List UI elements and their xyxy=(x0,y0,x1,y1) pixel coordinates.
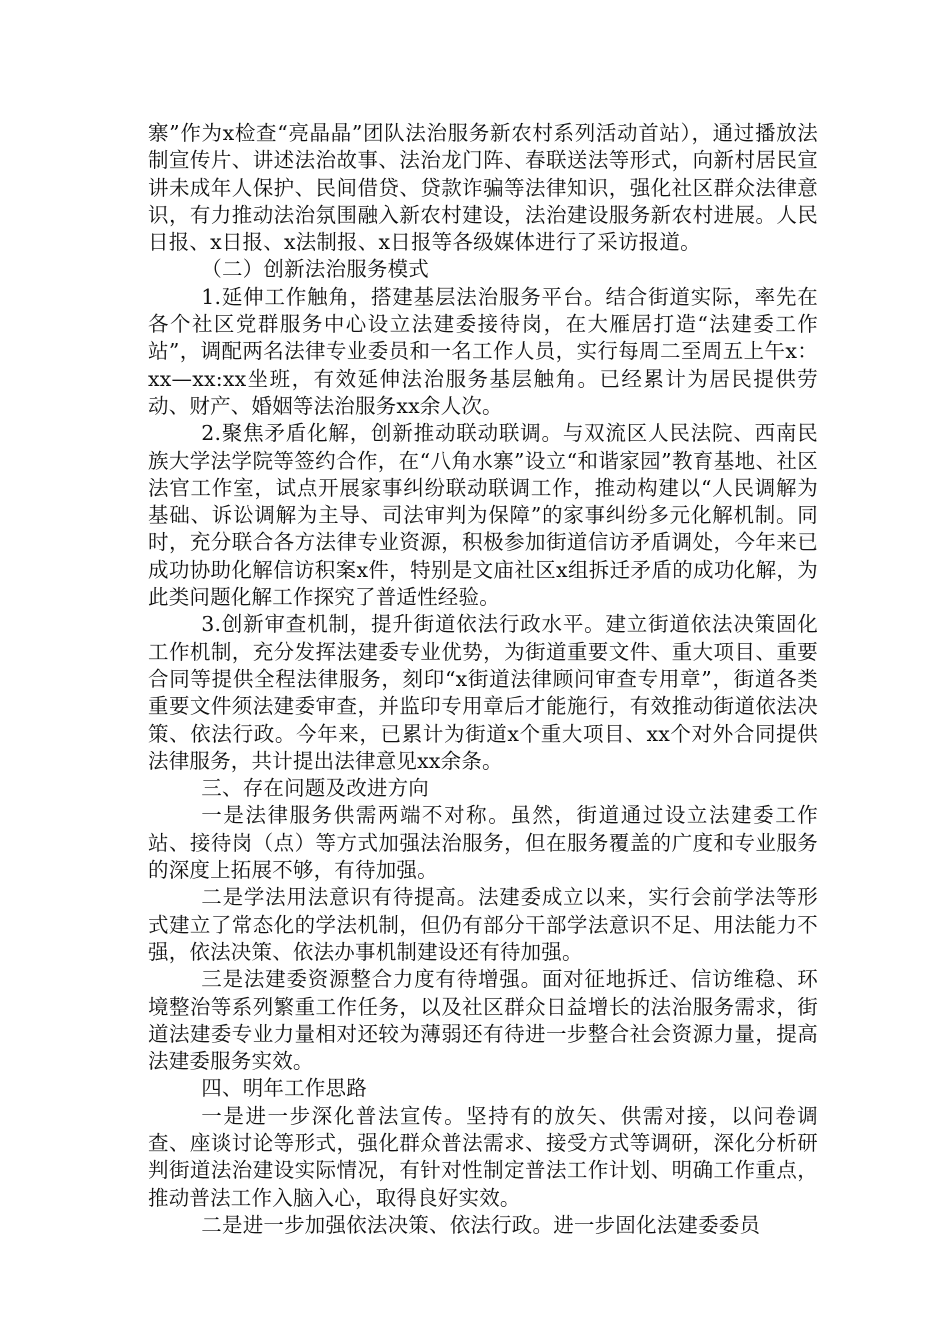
paragraph-extend-reach: 1.延伸工作触角，搭建基层法治服务平台。结合街道实际，率先在各个社区党群服务中心设立法建委接待岗，在大雁居打造“法建委工作站”，调配两名法律专业委员和一名工作人员，实行每周二至周五上午x：xx—xx:xx坐班，有效延伸法治服务基层触角。已经累计为居民提供劳动、财产、婚姻等法治服务xx余人次。 xyxy=(148,284,818,418)
paragraph-plan-one: 一是进一步深化普法宣传。坚持有的放矢、供需对接，以问卷调查、座谈讨论等形式，强化群众普法需求、接受方式等调研，深化分析研判街道法治建设实际情况，有针对性制定普法工作计划、明确工作重点，推动普法工作入脑入心，取得良好实效。 xyxy=(148,1103,818,1210)
paragraph-continuation: 寨”作为x检查“亮晶晶”团队法治服务新农村系列活动首站），通过播放法制宣传片、讲述法治故事、法治龙门阵、春联送法等形式，向新村居民宣讲未成年人保护、民间借贷、贷款诈骗等法律知识，强化社区群众法律意识，有力推动法治氛围融入新农村建设，法治建设服务新农村进展。人民日报、x日报、x法制报、x日报等各级媒体进行了采访报道。 xyxy=(148,121,818,255)
paragraph-problem-two: 二是学法用法意识有待提高。法建委成立以来，实行会前学法等形式建立了常态化的学法机制，但仍有部分干部学法意识不足、用法能力不强，依法决策、依法办事机制建设还有待加强。 xyxy=(148,885,818,964)
paragraph-plan-two: 二是进一步加强依法决策、依法行政。进一步固化法建委委员 xyxy=(201,1212,761,1237)
paragraph-review-mechanism: 3.创新审查机制，提升街道依法行政水平。建立街道依法决策固化工作机制，充分发挥法建委专业优势，为街道重要文件、重大项目、重要合同等提供全程法律服务，刻印“x街道法律顾问审查专用章”，街道各类重要文件须法建委审查，并监印专用章后才能施行，有效推动街道依法决策、依法行政。今年来，已累计为街道x个重大项目、xx个对外合同提供法律服务，共计提出法律意见xx余条。 xyxy=(148,612,818,773)
section-heading-innovate-service: （二）创新法治服务模式 xyxy=(201,257,429,282)
section-heading-next-year: 四、明年工作思路 xyxy=(201,1076,367,1101)
paragraph-problem-three: 三是法建委资源整合力度有待增强。面对征地拆迁、信访维稳、环境整治等系列繁重工作任务，以及社区群众日益增长的法治服务需求，街道法建委专业力量相对还较为薄弱还有待进一步整合社会资源力量，提高法建委服务实效。 xyxy=(148,967,818,1074)
section-heading-problems: 三、存在问题及改进方向 xyxy=(201,776,429,801)
document-body xyxy=(148,120,818,1239)
paragraph-problem-one: 一是法律服务供需两端不对称。虽然，街道通过设立法建委工作站、接待岗（点）等方式加强法治服务，但在服务覆盖的广度和专业服务的深度上拓展不够，有待加强。 xyxy=(148,803,818,883)
paragraph-conflict-resolution: 2.聚焦矛盾化解，创新推动联动联调。与双流区人民法院、西南民族大学法学院等签约合作，在“八角水寨”设立“和谐家园”教育基地、社区法官工作室，试点开展家事纠纷联动联调工作，推动构建以“人民调解为基础、诉讼调解为主导、司法审判为保障”的家事纠纷多元化解机制。同时，充分联合各方法律专业资源，积极参加街道信访矛盾调处，今年来已成功协助化解信访积案x件，特别是文庙社区x组拆迁矛盾的成功化解，为此类问题化解工作探究了普适性经验。 xyxy=(148,421,818,610)
